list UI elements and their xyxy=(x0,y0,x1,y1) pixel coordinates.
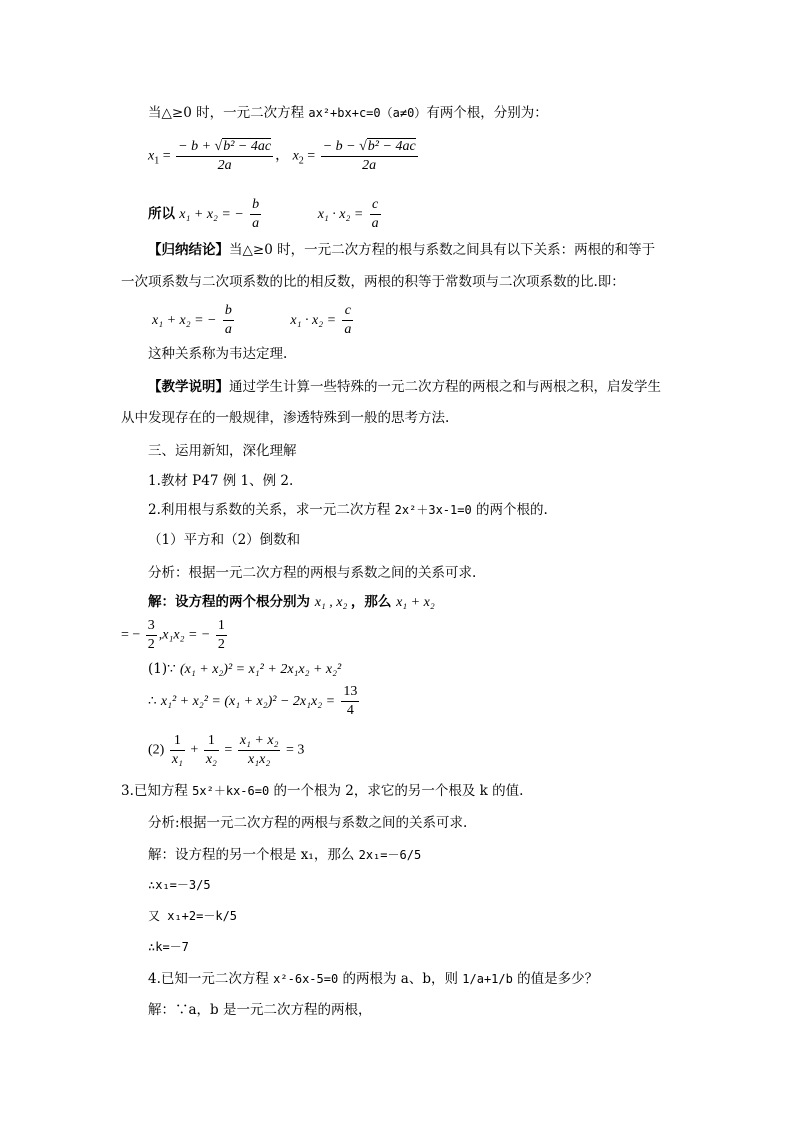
x1-symbol: x xyxy=(148,148,155,164)
teaching-note-line-2: 从中发现存在的一般规律，渗透特殊到一般的思考方法. xyxy=(121,410,450,426)
part-1-result-fraction xyxy=(341,683,359,720)
product-value-fraction xyxy=(216,617,227,654)
reciprocal-2-denominator: x₂ xyxy=(205,752,217,767)
solution-1-line-1 xyxy=(148,592,435,613)
equals-sign-3: = xyxy=(224,742,233,758)
section-heading: 三、运用新知，深化理解 xyxy=(148,443,297,459)
item-2-equation: 2x²＋3x-1=0 xyxy=(394,503,472,517)
reciprocal-sum-numerator: x₁ + x₂ xyxy=(238,732,281,751)
item-2 xyxy=(148,500,548,520)
intro-text-end: 有两个根，分别为： xyxy=(426,105,548,121)
vieta-product-fraction xyxy=(342,302,353,339)
part-1-result-denominator: 4 xyxy=(346,703,354,718)
root-variables: x₁ , x₂ xyxy=(314,595,351,610)
part-2-label: (2) xyxy=(148,742,165,758)
therefore-symbol: ∴ xyxy=(148,693,157,709)
so-line xyxy=(148,196,383,233)
equals-sign-1: = xyxy=(162,148,171,164)
solution-1-then: ，那么 xyxy=(350,594,397,610)
analysis-2: 分析:根据一元二次方程的两根与系数之间的关系可求. xyxy=(148,815,468,831)
sum-value-prefix: = − xyxy=(121,627,141,643)
nonzero-condition: （a≠0） xyxy=(380,106,427,120)
vieta-product-lhs: x₁ · x₂ = xyxy=(290,313,337,328)
vieta-product-numerator: c xyxy=(342,302,353,321)
item-4-equation: x²-6x-5=0 xyxy=(273,972,339,986)
item-4-expression: 1/a+1/b xyxy=(462,972,513,986)
item-2-subquestions: （1）平方和（2）倒数和 xyxy=(148,532,301,548)
vieta-formula xyxy=(152,302,355,339)
conclusion-line-1 xyxy=(148,240,655,260)
root2-radicand: b² − 4ac xyxy=(367,139,416,154)
step-3: ∴k=－7 xyxy=(148,940,189,954)
conclusion-tag: 【归纳结论】 xyxy=(148,242,229,258)
step-1: ∴x₁=－3/5 xyxy=(148,878,211,892)
reciprocal-1-fraction xyxy=(170,732,185,769)
product-value-numerator: 1 xyxy=(216,617,227,636)
sum-numerator: b xyxy=(250,196,261,215)
conclusion-text-1: 当△≥0 时，一元二次方程的根与系数之间具有以下关系：两根的和等于 xyxy=(229,242,656,258)
item-3-equation: 5x²＋kx-6=0 xyxy=(192,784,270,798)
solution-3-line: 解：∵a，b 是一元二次方程的两根， xyxy=(148,1002,372,1018)
reciprocal-2-numerator: 1 xyxy=(204,732,219,751)
item-3-text-end: 的一个根为 2，求它的另一个根及 k 的值. xyxy=(269,783,524,799)
reciprocal-1-denominator: x₁ xyxy=(171,752,183,767)
item-1: 1.教材 P47 例 1、例 2. xyxy=(148,473,294,489)
vieta-product-denominator: a xyxy=(344,322,352,337)
x2-subscript: 2 xyxy=(298,155,304,167)
analysis-1: 分析：根据一元二次方程的两根与系数之间的关系可求. xyxy=(148,565,477,581)
part-1-expansion: (x₁ + x₂)² = x₁² + 2x₁x₂ + x₂² xyxy=(180,662,342,677)
part-1-line-1 xyxy=(148,659,341,680)
item-4-text: 4.已知一元二次方程 xyxy=(148,971,274,987)
sum-value-numerator: 3 xyxy=(146,617,157,636)
root1-numerator-prefix: − b + xyxy=(178,139,215,154)
part-1-result-expression: x₁² + x₂² = (x₁ + x₂)² − 2x₁x₂ = xyxy=(160,694,336,709)
root2-numerator-prefix: − b − xyxy=(322,139,360,154)
vieta-sum-numerator: b xyxy=(223,302,234,321)
item-3 xyxy=(121,781,523,801)
root1-denominator: 2a xyxy=(217,158,232,173)
vieta-sum-lhs: x₁ + x₂ = − xyxy=(152,313,217,328)
vieta-sum-denominator: a xyxy=(224,322,232,337)
conclusion-line-2: 一次项系数与二次项系数的比的相反数，两根的积等于常数项与二次项系数的比.即： xyxy=(121,274,625,290)
solution-2-text: 解：设方程的另一个根是 x₁，那么 xyxy=(148,847,359,863)
item-4-text-end: 的值是多少？ xyxy=(512,971,599,987)
solution-2-line xyxy=(148,845,421,865)
comma-separator: ， xyxy=(275,148,290,164)
product-lhs: x₁ · x₂ = xyxy=(317,207,364,222)
product-numerator: c xyxy=(370,196,381,215)
reciprocal-1-numerator: 1 xyxy=(170,732,185,751)
sum-denominator: a xyxy=(252,216,260,231)
product-denominator: a xyxy=(371,216,379,231)
reciprocal-2-fraction xyxy=(204,732,219,769)
solution-1-text: 解：设方程的两个根分别为 xyxy=(148,594,315,610)
so-label: 所以 xyxy=(148,206,175,222)
part-1-result-numerator: 13 xyxy=(341,683,359,702)
root1-radicand: b² − 4ac xyxy=(223,139,272,154)
sum-fraction xyxy=(250,196,261,233)
sum-value-fraction xyxy=(146,617,157,654)
intro-text: 当△≥0 时，一元二次方程 xyxy=(148,105,309,121)
root1-fraction: $\frac{\text{− b + √b² − 4ac}}{2a}$ xyxy=(178,139,272,173)
reciprocal-sum-fraction xyxy=(238,732,281,769)
root2-denominator: 2a xyxy=(362,158,377,173)
reciprocal-sum-result: = 3 xyxy=(285,742,305,758)
vieta-sum-fraction xyxy=(223,302,234,339)
teaching-note-line-1 xyxy=(148,377,661,397)
item-3-text: 3.已知方程 xyxy=(121,783,193,799)
product-expression: ,x₁x₂ = − xyxy=(158,627,211,643)
general-equation: ax²+bx+c=0 xyxy=(308,106,381,120)
part-1-line-2 xyxy=(148,683,361,720)
item-2-text: 2.利用根与系数的关系，求一元二次方程 xyxy=(148,502,395,518)
vieta-theorem-text: 这种关系称为韦达定理. xyxy=(148,346,288,362)
intro-line xyxy=(148,103,548,123)
item-2-text-end: 的两个根的. xyxy=(471,502,548,518)
step-2: 又 x₁+2=－k/5 xyxy=(148,909,238,923)
product-fraction xyxy=(370,196,381,233)
sum-value-denominator: 2 xyxy=(147,637,155,652)
item-4 xyxy=(148,969,598,989)
x2-symbol: x xyxy=(292,148,299,164)
x1-subscript: 1 xyxy=(154,155,160,167)
reciprocal-sum-denominator: x₁x₂ xyxy=(248,752,271,767)
part-1-label: (1)∵ xyxy=(148,661,176,677)
teaching-note-text-1: 通过学生计算一些特殊的一元二次方程的两根之和与两根之积，启发学生 xyxy=(229,379,661,395)
item-4-text-mid: 的两根为 a、b，则 xyxy=(338,971,463,987)
roots-formula xyxy=(148,138,420,175)
equals-sign-2: = xyxy=(307,148,316,164)
part-2-line xyxy=(148,732,304,769)
solution-1-line-2 xyxy=(121,617,229,654)
product-value-denominator: 2 xyxy=(217,637,225,652)
roots-sum: x₁ + x₂ xyxy=(396,595,435,610)
root2-fraction: $\frac{\text{− b − √b² − 4ac}}{2a}$ xyxy=(322,139,416,173)
plus-sign: + xyxy=(190,742,199,758)
sum-lhs: x₁ + x₂ = − xyxy=(179,207,244,222)
teaching-note-tag: 【教学说明】 xyxy=(148,379,229,395)
solution-2-equation: 2x₁=－6/5 xyxy=(358,848,422,862)
